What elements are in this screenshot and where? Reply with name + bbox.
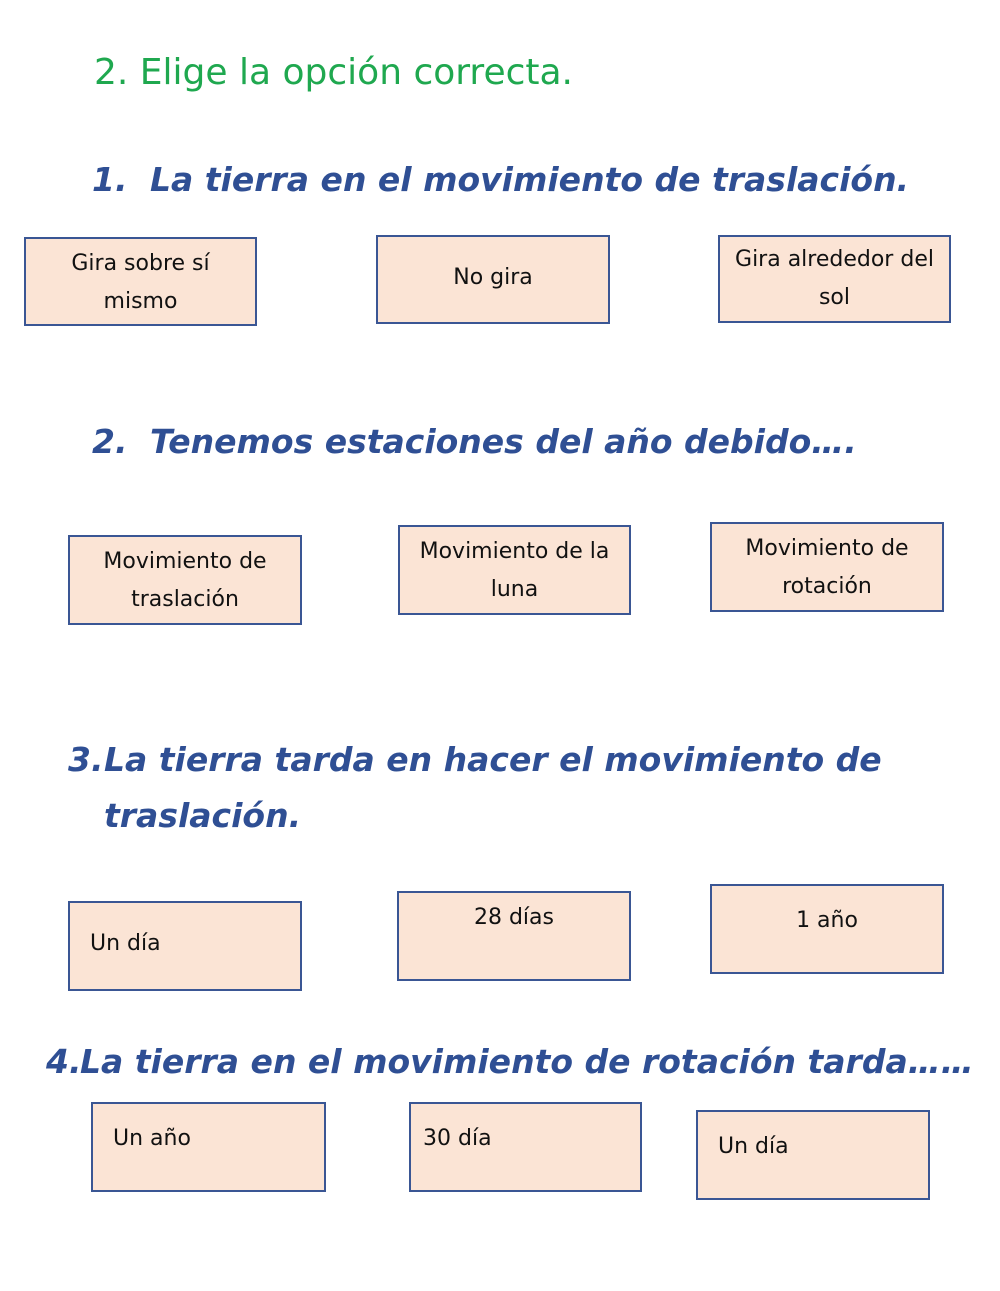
question-2-option-2[interactable]: Movimiento de la luna [398, 525, 631, 615]
question-4-number: 4. [46, 1042, 82, 1081]
question-2-text: Tenemos estaciones del año debido…. [150, 422, 857, 461]
question-1-option-2[interactable]: No gira [376, 235, 610, 324]
question-3-text-line1: La tierra tarda en hacer el movimiento de [104, 740, 882, 779]
question-1-option-3[interactable]: Gira alrededor del sol [718, 235, 951, 323]
question-3-continued [104, 788, 301, 844]
question-1 [92, 152, 909, 208]
question-3-option-2[interactable]: 28 días [397, 891, 631, 981]
question-2-option-3[interactable]: Movimiento de rotación [710, 522, 944, 612]
question-3 [68, 732, 882, 788]
question-1-text: La tierra en el movimiento de traslación. [150, 160, 910, 199]
question-4-option-3[interactable]: Un día [696, 1110, 930, 1200]
question-3-option-1[interactable]: Un día [68, 901, 302, 991]
question-4-text: La tierra en el movimiento de rotación tarda…… [80, 1042, 974, 1081]
question-4-option-2[interactable]: 30 día [409, 1102, 642, 1192]
question-1-number: 1. [92, 160, 128, 199]
question-3-option-3[interactable]: 1 año [710, 884, 944, 974]
question-2 [92, 414, 857, 470]
question-4-option-1[interactable]: Un año [91, 1102, 326, 1192]
question-1-option-1[interactable]: Gira sobre sí mismo [24, 237, 257, 326]
question-2-number: 2. [92, 422, 128, 461]
worksheet-heading: 2. Elige la opción correcta. [94, 52, 574, 93]
question-2-option-1[interactable]: Movimiento de traslación [68, 535, 302, 625]
question-3-text-line2: traslación. [104, 796, 302, 835]
question-4 [46, 1034, 974, 1090]
question-3-number: 3. [68, 740, 104, 779]
